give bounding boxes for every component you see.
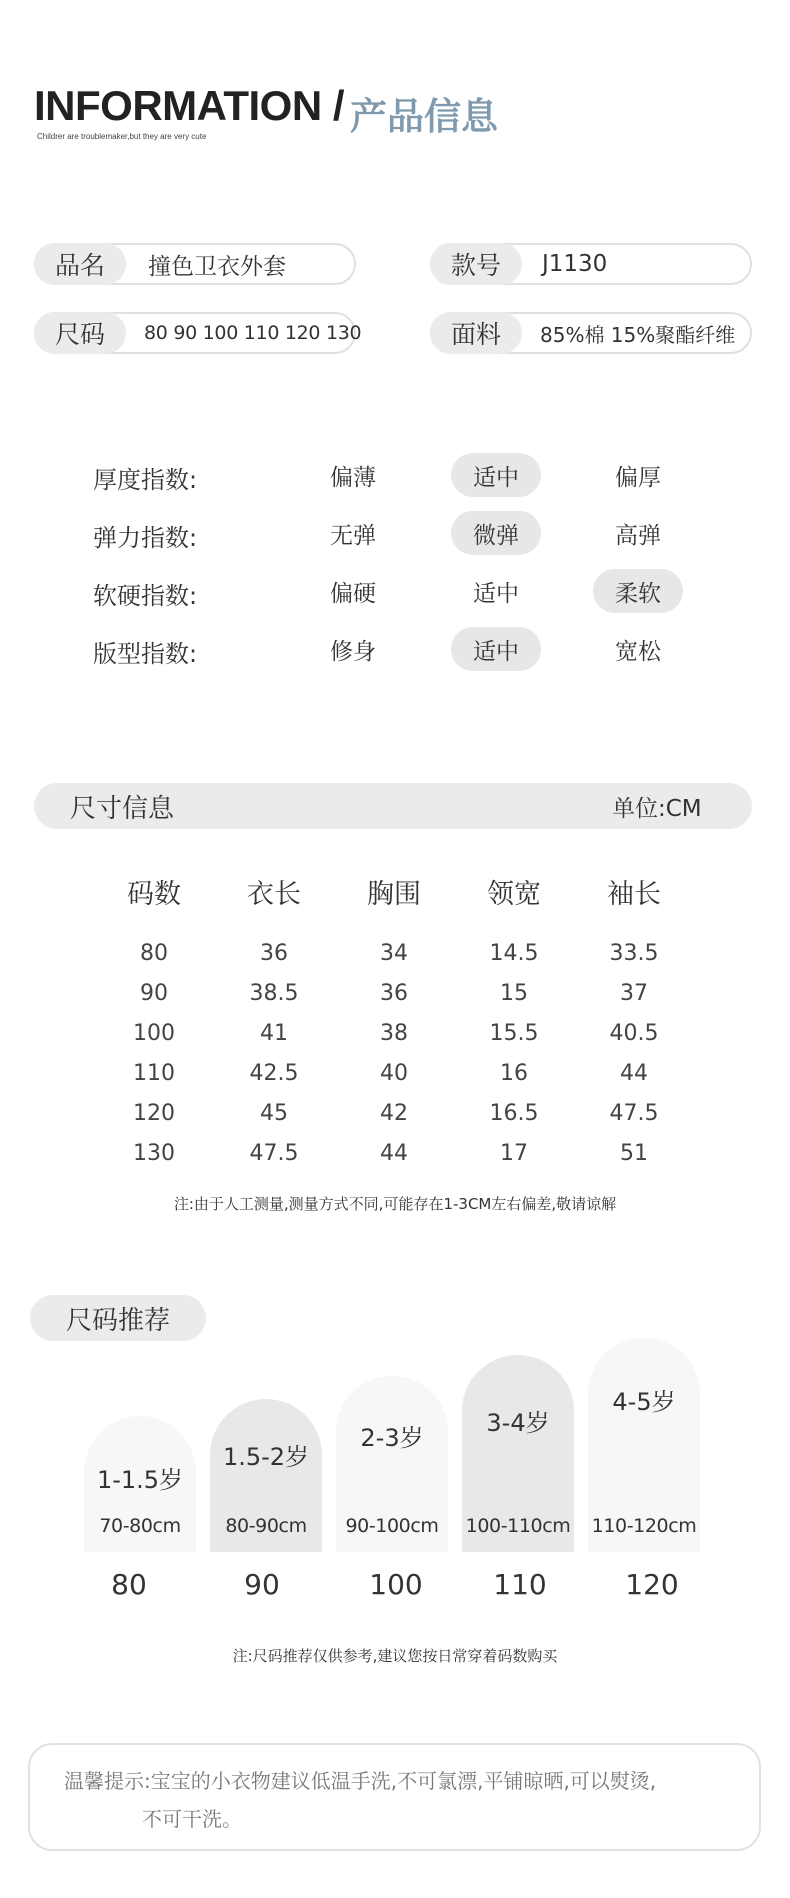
table-header: 衣长 [247,879,301,910]
table-header: 胸围 [367,879,421,910]
index-option: 高弹 [615,522,661,549]
table-cell: 16 [500,1061,528,1086]
index-option: 偏硬 [330,580,376,607]
table-cell: 16.5 [489,1101,539,1126]
recommend-note: 注:尺码推荐仅供参考,建议您按日常穿着码数购买 [232,1647,558,1665]
index-option: 无弹 [330,522,376,549]
table-cell: 36 [380,981,408,1006]
recommend-age: 3-4岁 [486,1409,550,1437]
table-cell: 33.5 [609,941,659,966]
table-cell: 40 [380,1061,408,1086]
recommend-age: 1-1.5岁 [96,1466,184,1494]
info-label: 品名 [34,243,126,285]
subtitle: Childrer are troublemaker,but they are very cute [37,132,207,141]
recommend-size: 100 [369,1568,423,1601]
recommend-size: 90 [244,1568,280,1601]
index-option-selected: 柔软 [593,569,683,613]
table-cell: 34 [380,941,408,966]
table-cell: 51 [620,1141,648,1166]
tip-line-1: 温馨提示:宝宝的小衣物建议低温手洗,不可氯漂,平铺晾晒,可以熨烫, [64,1769,657,1793]
recommend-age: 1.5-2岁 [222,1443,310,1471]
table-header: 码数 [127,879,181,910]
info-pill-fabric [430,312,752,354]
info-pill-style [430,243,752,285]
size-info-unit: 单位:CM [612,795,702,822]
table-cell: 80 [140,941,168,966]
table-cell: 45 [260,1101,288,1126]
info-value: 80 90 100 110 120 130 [144,322,362,344]
table-cell: 90 [140,981,168,1006]
recommend-title: 尺码推荐 [30,1295,206,1341]
table-cell: 17 [500,1141,528,1166]
recommend-size: 120 [625,1568,679,1601]
table-cell: 36 [260,941,288,966]
table-cell: 37 [620,981,648,1006]
recommend-size: 80 [111,1568,147,1601]
recommend-range: 100-110cm [465,1515,571,1537]
info-label: 款号 [430,243,522,285]
table-header: 袖长 [607,879,661,910]
index-option: 适中 [473,580,519,607]
table-cell: 110 [133,1061,175,1086]
size-note: 注:由于人工测量,测量方式不同,可能存在1-3CM左右偏差,敬请谅解 [173,1195,617,1213]
index-label: 软硬指数: [93,582,198,610]
info-value: 85%棉 15%聚酯纤维 [540,322,736,347]
table-cell: 130 [133,1141,175,1166]
table-cell: 14.5 [489,941,539,966]
table-cell: 42 [380,1101,408,1126]
index-label: 厚度指数: [93,466,198,494]
index-option: 宽松 [615,638,661,665]
table-cell: 120 [133,1101,175,1126]
table-cell: 15.5 [489,1021,539,1046]
info-pill-size [34,312,362,354]
table-cell: 47.5 [249,1141,299,1166]
table-cell: 38 [380,1021,408,1046]
index-option-selected: 微弹 [451,511,541,555]
index-label: 版型指数: [93,640,198,668]
recommend-range: 110-120cm [591,1515,697,1537]
info-pill-name [34,243,356,285]
table-cell: 41 [260,1021,288,1046]
table-cell: 47.5 [609,1101,659,1126]
title-cn: 产品信息 [350,95,498,138]
table-cell: 44 [380,1141,408,1166]
index-option-selected: 适中 [451,453,541,497]
title-en: INFORMATION / [34,82,345,129]
recommend-age: 4-5岁 [612,1388,676,1416]
table-cell: 44 [620,1061,648,1086]
info-label: 尺码 [34,312,126,354]
info-label: 面料 [430,312,522,354]
recommend-range: 90-100cm [345,1515,439,1537]
info-value: J1130 [542,251,608,277]
table-cell: 40.5 [609,1021,659,1046]
recommend-age: 2-3岁 [360,1424,424,1452]
table-header: 领宽 [487,879,541,910]
table-cell: 42.5 [249,1061,299,1086]
table-cell: 15 [500,981,528,1006]
index-option: 修身 [330,638,376,665]
table-cell: 100 [133,1021,175,1046]
index-option: 偏厚 [615,464,661,491]
tip-line-2: 不可干洗。 [142,1807,242,1831]
recommend-range: 70-80cm [99,1515,181,1537]
table-cell: 38.5 [249,981,299,1006]
index-label: 弹力指数: [93,524,198,552]
tip-box [28,1743,761,1851]
index-option: 偏薄 [330,464,376,491]
info-value: 撞色卫衣外套 [148,253,286,280]
recommend-size: 110 [493,1568,547,1601]
index-option-selected: 适中 [451,627,541,671]
size-info-title: 尺寸信息 [70,793,175,824]
recommend-range: 80-90cm [225,1515,307,1537]
